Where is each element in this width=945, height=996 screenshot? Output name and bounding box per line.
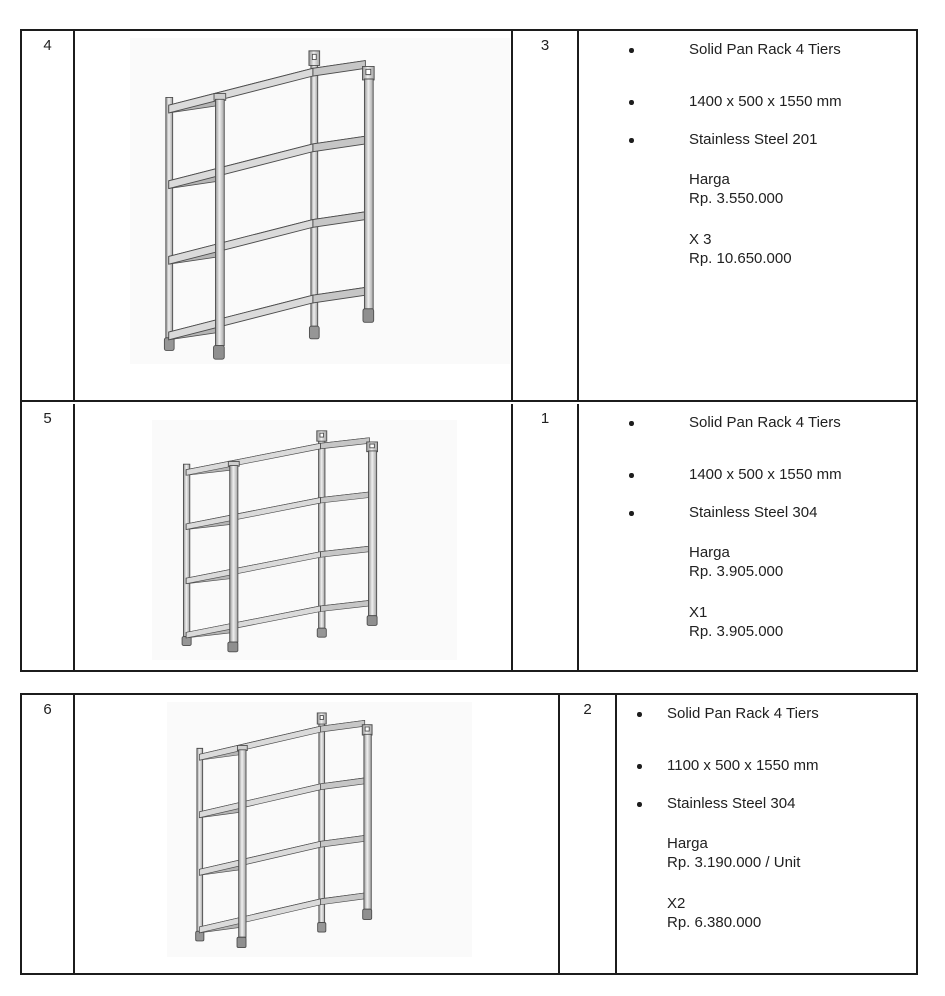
bullet-icon [629, 92, 689, 105]
bullet-icon [637, 704, 667, 717]
product-dimensions: 1400 x 500 x 1550 mm [689, 466, 842, 483]
price-label: Harga [689, 544, 730, 561]
quantity-value: 3 [540, 37, 550, 54]
quantity-cell [560, 695, 617, 973]
multiplier: X 3 [689, 231, 712, 248]
rack-illustration [192, 710, 377, 952]
price-block [629, 170, 908, 208]
item-number: 5 [43, 410, 52, 427]
bullet-item [629, 40, 908, 59]
quantity-cell [513, 404, 579, 670]
product-title: Solid Pan Rack 4 Tiers [667, 705, 819, 722]
bullet-item [629, 465, 908, 484]
bullet-item [629, 413, 908, 432]
product-image-cell [75, 695, 560, 973]
product-material: Stainless Steel 201 [689, 131, 818, 148]
bullet-item [629, 92, 908, 111]
bullet-icon [629, 503, 689, 516]
bullet-item [637, 756, 908, 775]
row-number-cell [22, 695, 75, 973]
product-dimensions: 1400 x 500 x 1550 mm [689, 93, 842, 110]
bullet-item [637, 794, 908, 813]
description-cell [617, 695, 916, 973]
rack-illustration [160, 47, 380, 365]
bullet-icon [637, 794, 667, 807]
product-title: Solid Pan Rack 4 Tiers [689, 414, 841, 431]
product-material: Stainless Steel 304 [689, 504, 818, 521]
unit-price: Rp. 3.190.000 / Unit [667, 854, 801, 871]
bullet-icon [637, 756, 667, 769]
price-block [637, 834, 908, 872]
row-number-cell [22, 31, 75, 400]
total-block [629, 230, 908, 268]
rack-illustration [178, 428, 383, 656]
bullet-icon [629, 40, 689, 53]
quantity-value: 1 [540, 410, 550, 427]
table-row [22, 695, 916, 973]
multiplier: X1 [689, 604, 708, 621]
product-image-cell [75, 404, 513, 670]
product-title: Solid Pan Rack 4 Tiers [689, 41, 841, 58]
price-block [629, 543, 908, 581]
bullet-item [637, 704, 908, 723]
bullet-icon [629, 130, 689, 143]
product-image-cell [75, 31, 513, 400]
description-cell [579, 31, 916, 400]
product-dimensions: 1100 x 500 x 1550 mm [667, 757, 819, 774]
row-number-cell [22, 404, 75, 670]
product-material: Stainless Steel 304 [667, 795, 796, 812]
quantity-cell [513, 31, 579, 400]
total-price: Rp. 3.905.000 [689, 623, 784, 640]
bullet-icon [629, 465, 689, 478]
total-block [637, 894, 908, 932]
price-label: Harga [689, 171, 730, 188]
item-number: 4 [43, 37, 52, 54]
table-row [22, 31, 916, 402]
bullet-icon [629, 413, 689, 426]
quotation-table-upper [20, 29, 918, 672]
price-label: Harga [667, 835, 708, 852]
description-cell [579, 404, 916, 670]
item-number: 6 [43, 701, 52, 718]
total-price: Rp. 6.380.000 [667, 914, 762, 931]
quantity-value: 2 [583, 701, 592, 718]
total-block [629, 603, 908, 641]
table-row [22, 404, 916, 670]
quotation-table-lower [20, 693, 918, 975]
bullet-item [629, 503, 908, 522]
multiplier: X2 [667, 895, 686, 912]
bullet-item [629, 130, 908, 149]
unit-price: Rp. 3.905.000 [689, 563, 784, 580]
total-price: Rp. 10.650.000 [689, 250, 792, 267]
unit-price: Rp. 3.550.000 [689, 190, 784, 207]
